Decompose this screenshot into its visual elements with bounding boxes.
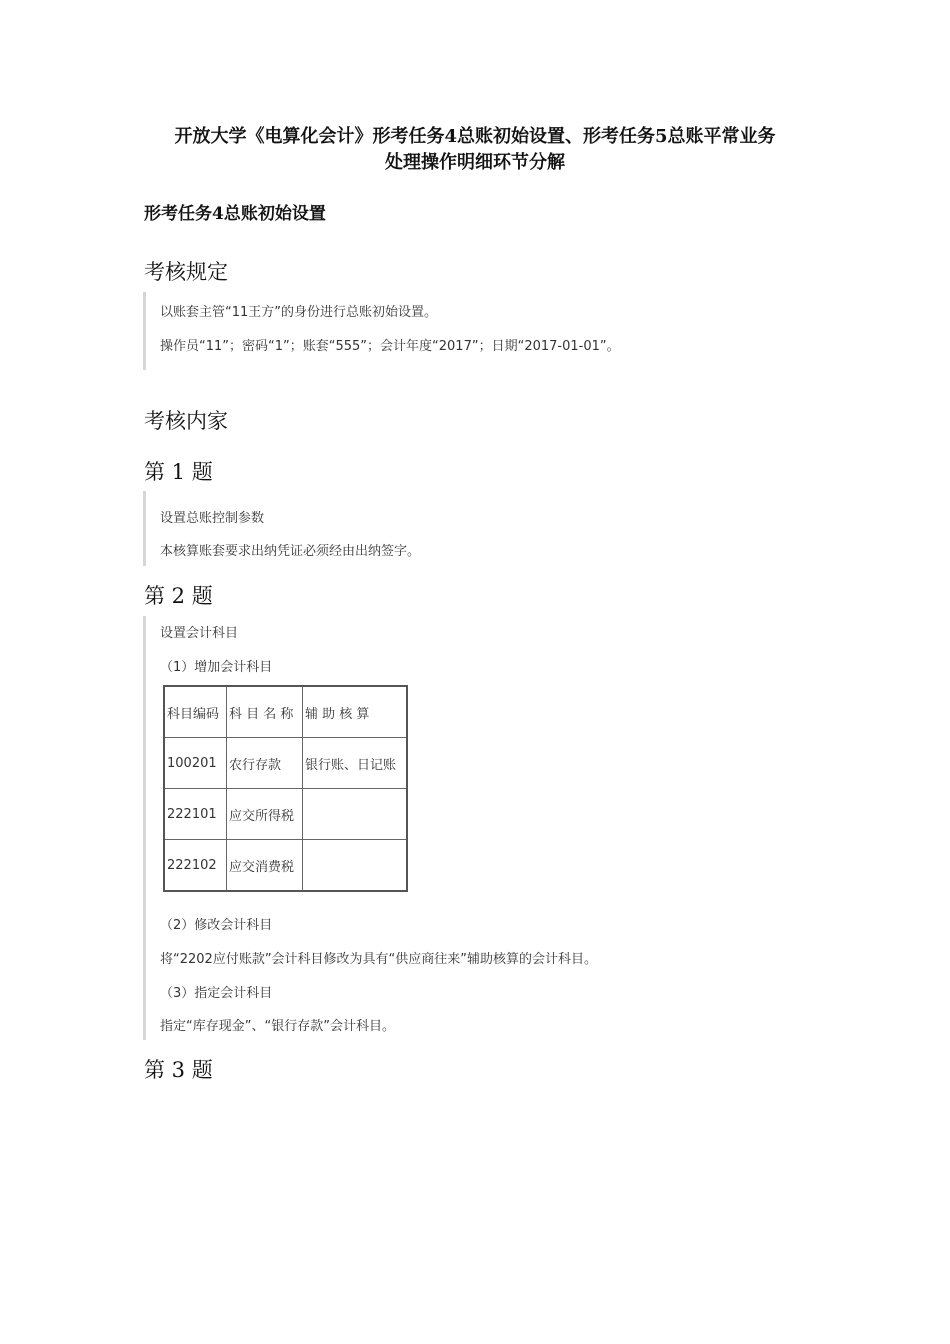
document-title	[120, 124, 830, 176]
exam-rules-line: 以账套主管“11王方”的身份进行总账初始设置。	[160, 305, 438, 320]
exam-rules-heading: 考核规定	[144, 260, 228, 284]
table-cell: 222101	[164, 789, 227, 840]
question2-box	[143, 616, 706, 1040]
question1-line: 设置总账控制参数	[160, 511, 265, 526]
table-cell: 222102	[164, 840, 227, 892]
question2-intro: 设置会计科目	[160, 626, 239, 641]
exam-content-heading: 考核内家	[144, 409, 228, 433]
table-header-row	[164, 686, 407, 738]
question2-sub2-text: 将“2202应付账款”会计科目修改为具有“供应商往来”辅助核算的会计科目。	[160, 952, 598, 967]
table-cell: 应交所得税	[227, 789, 303, 840]
question2-sub3-text: 指定“库存现金”、“银行存款”会计科目。	[160, 1019, 395, 1034]
question3-heading: 第 3 题	[144, 1058, 213, 1082]
table-cell	[303, 789, 408, 840]
table-cell: 应交消费税	[227, 840, 303, 892]
question2-sub2: （2）修改会计科目	[160, 918, 273, 933]
table-cell	[303, 840, 408, 892]
account-table	[163, 685, 408, 892]
question1-heading: 第 1 题	[144, 460, 213, 484]
question2-sub1: （1）增加会计科目	[160, 660, 273, 675]
document-title-line2: 处理操作明细环节分解	[385, 152, 565, 173]
section-heading: 形考任务4总账初始设置	[144, 204, 326, 224]
table-row	[164, 789, 407, 840]
question2-sub3: （3）指定会计科目	[160, 986, 273, 1001]
question1-line: 本核算账套要求出纳凭证必须经由出纳签字。	[160, 544, 421, 559]
table-header-cell: 科 目 名 称	[227, 686, 303, 738]
table-cell: 农行存款	[227, 738, 303, 789]
table-row	[164, 840, 407, 892]
exam-rules-box	[143, 292, 746, 370]
exam-rules-line: 操作员“11”；密码“1”；账套“555”；会计年度“2017”；日期“2017-01-01”。	[160, 339, 620, 354]
table-cell: 银行账、日记账	[303, 738, 408, 789]
question2-heading: 第 2 题	[144, 584, 213, 608]
table-header-cell: 辅 助 核 算	[303, 686, 408, 738]
table-header-cell: 科目编码	[164, 686, 227, 738]
table-cell: 100201	[164, 738, 227, 789]
table-row	[164, 738, 407, 789]
question1-box	[143, 491, 646, 566]
document-title-line1: 开放大学《电算化会计》形考任务4总账初始设置、形考任务5总账平常业务	[174, 126, 776, 147]
